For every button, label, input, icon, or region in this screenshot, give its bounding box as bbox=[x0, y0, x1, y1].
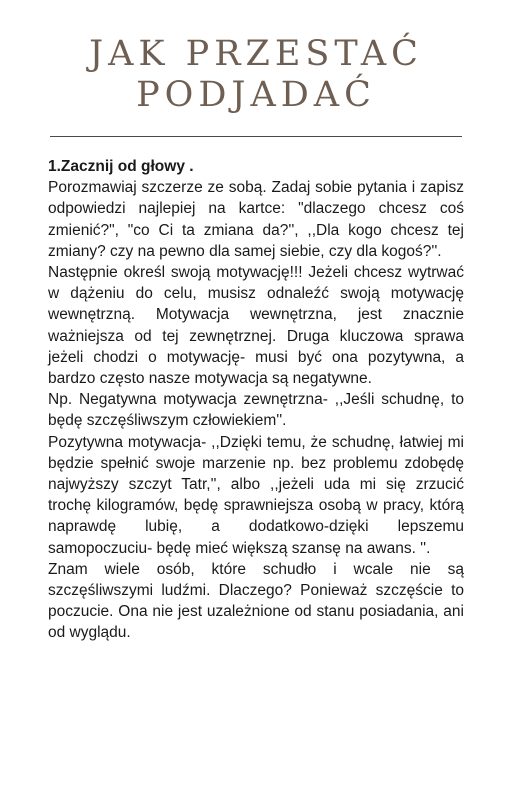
paragraph-3: Np. Negatywna motywacja zewnętrzna- ,,Jeśli schudnę, to będę szczęśliwszym człowiekiem''. bbox=[48, 391, 464, 430]
paragraph-5: Znam wiele osób, które schudło i wcale nie są szczęśliwszymi ludźmi. Dlaczego? Ponieważ szczęście to poczucie. Ona nie jest uzależnione od stanu posiadania, ani od wyglądu. bbox=[48, 560, 464, 642]
section-content bbox=[48, 156, 464, 644]
page-title-line-1: JAK PRZESTAĆ bbox=[89, 34, 423, 74]
paragraph-2: Następnie określ swoją motywację!!! Jeżeli chcesz wytrwać w dążeniu do celu, musisz odnaleźć swoją motywację wewnętrzną. Motywacja wewnętrzna, jest znacznie ważniejsza od tej zewnętrznej. Druga kluczowa sprawa jeżeli chodzi o motywację- musi być ona pozytywna, a bardzo często nasze motywacja są negatywne. bbox=[48, 264, 464, 388]
title-divider bbox=[50, 136, 462, 137]
page-title-line-2: PODJADAĆ bbox=[136, 75, 376, 115]
paragraph-1: Porozmawiaj szczerze ze sobą. Zadaj sobie pytania i zapisz odpowiedzi najlepiej na kartce: "dlaczego chcesz coś zmienić?", "co Ci ta zmiana da?'', ,,Dla kogo chcesz tej zmiany? czy na pewno dla samej siebie, czy dla kogoś?''. bbox=[48, 179, 464, 260]
paragraph-4: Pozytywna motywacja- ,,Dzięki temu, że schudnę, łatwiej mi będzie spełnić swoje marzenie np. bez problemu zdobędę najwyższy szczyt Tatr,'', albo ,,jeżeli uda mi się zrzucić trochę kilogramów, będę sprawniejsza osobą w pracy, którą naprawdę lubię, a dodatkowo-dzięki lepszemu samopoczuciu- będę mieć większą szansę na awans. ''. bbox=[48, 433, 464, 557]
section-heading: 1.Zacznij od głowy . bbox=[48, 158, 194, 175]
page-title bbox=[0, 34, 512, 116]
